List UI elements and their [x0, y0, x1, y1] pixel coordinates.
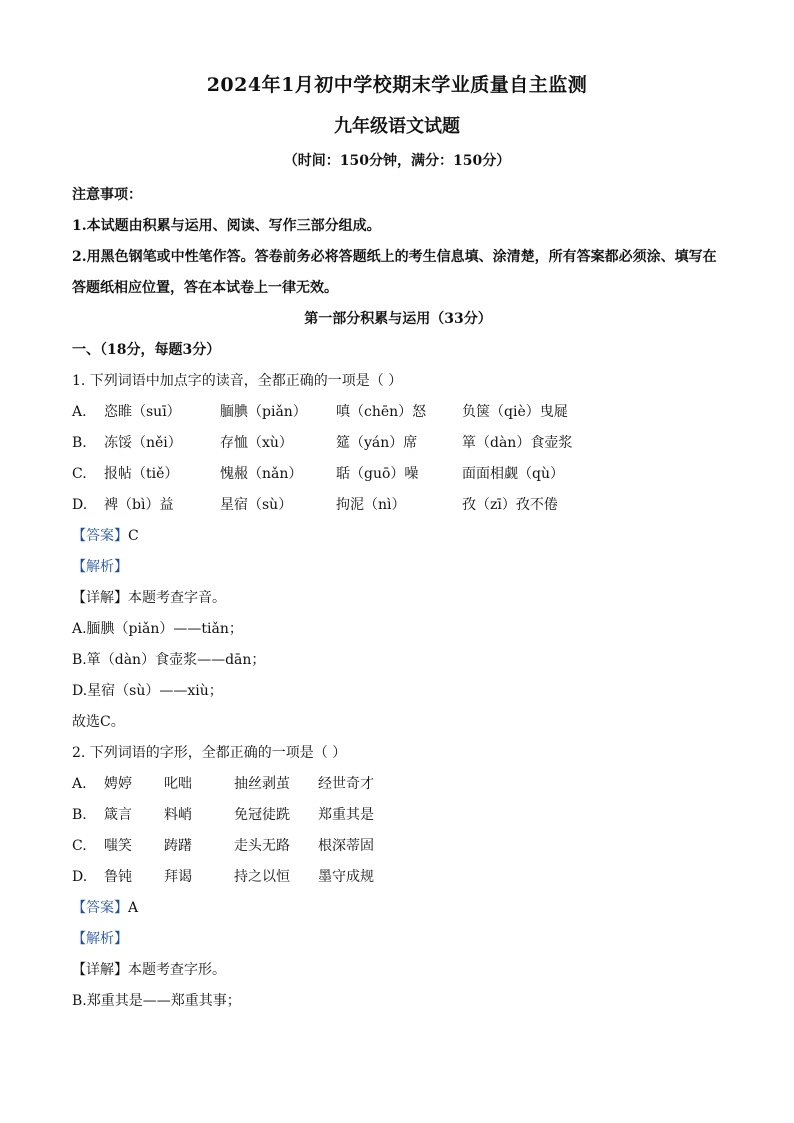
- q2-option-c: C. 嗤笑 踌躇 走头无路 根深蒂固: [72, 838, 374, 854]
- answer-value: C: [128, 528, 139, 544]
- q1-conclusion: 故选C。: [72, 714, 125, 730]
- q2-option-d: D. 鲁钝 拜谒 持之以恒 墨守成规: [72, 869, 374, 885]
- q1-answer: [72, 521, 724, 552]
- q2-option-b: B. 箴言 料峭 免冠徒跣 郑重其是: [72, 807, 374, 823]
- q1-detail: 【详解】本题考查字音。: [72, 590, 226, 606]
- answer-tag: 【答案】: [72, 900, 128, 916]
- q2-analysis-line: B.郑重其是——郑重其事；: [72, 993, 241, 1009]
- answer-tag: 【答案】: [72, 528, 128, 544]
- q1-stem: 1. 下列词语中加点字的读音，全都正确的一项是（ ）: [72, 373, 403, 389]
- q2-detail: 【详解】本题考查字形。: [72, 962, 226, 978]
- detail-tag: 【详解】: [72, 962, 128, 978]
- q2-analysis-tag: 【解析】: [72, 931, 128, 947]
- q1-option-b: B. 冻馁（něi） 存恤（xù） 筵（yán）席 箪（dàn）食壶浆: [72, 435, 573, 451]
- q2-stem: 2. 下列词语的字形，全都正确的一项是（ ）: [72, 745, 347, 761]
- q1-analysis-line: D.星宿（sù）——xiù；: [72, 683, 223, 699]
- exam-title: 2024年1月初中学校期末学业质量自主监测: [206, 74, 588, 96]
- part1-heading: 第一部分积累与运用（33分）: [304, 311, 492, 327]
- q1-analysis-tag: 【解析】: [72, 559, 128, 575]
- q2-option-a: A. 娉婷 叱咄 抽丝剥茧 经世奇才: [72, 776, 374, 792]
- exam-time-info: （时间：150分钟，满分：150分）: [283, 153, 511, 169]
- q1-option-c: C. 报帖（tiě） 愧赧（nǎn） 聒（guō）噪 面面相觑（qù）: [72, 466, 564, 482]
- detail-tag: 【详解】: [72, 590, 128, 606]
- q1-analysis-line: A.腼腆（piǎn）——tiǎn；: [72, 621, 243, 637]
- answer-value: A: [128, 900, 139, 916]
- notice-heading: 注意事项：: [72, 187, 142, 203]
- section-heading: 一、（18分，每题3分）: [72, 342, 221, 358]
- q1-analysis-line: B.箪（dàn）食壶浆——dān；: [72, 652, 266, 668]
- exam-body: [72, 180, 724, 1017]
- exam-subtitle: 九年级语文试题: [334, 116, 460, 137]
- notice-item-2: 2.用黑色钢笔或中性笔作答。答卷前务必将答题纸上的考生信息填、涂清楚，所有答案都必须涂、填写在答题纸相应位置，答在本试卷上一律无效。: [72, 249, 717, 296]
- notice-item-1: 1.本试题由积累与运用、阅读、写作三部分组成。: [72, 218, 381, 234]
- q1-option-a: A. 恣睢（suī） 腼腆（piǎn） 嗔（chēn）怒 负箧（qiè）曳屣: [72, 404, 568, 420]
- q1-option-d: D. 裨（bì）益 星宿（sù） 拘泥（nì） 孜（zī）孜不倦: [72, 497, 558, 513]
- q2-answer: [72, 893, 724, 924]
